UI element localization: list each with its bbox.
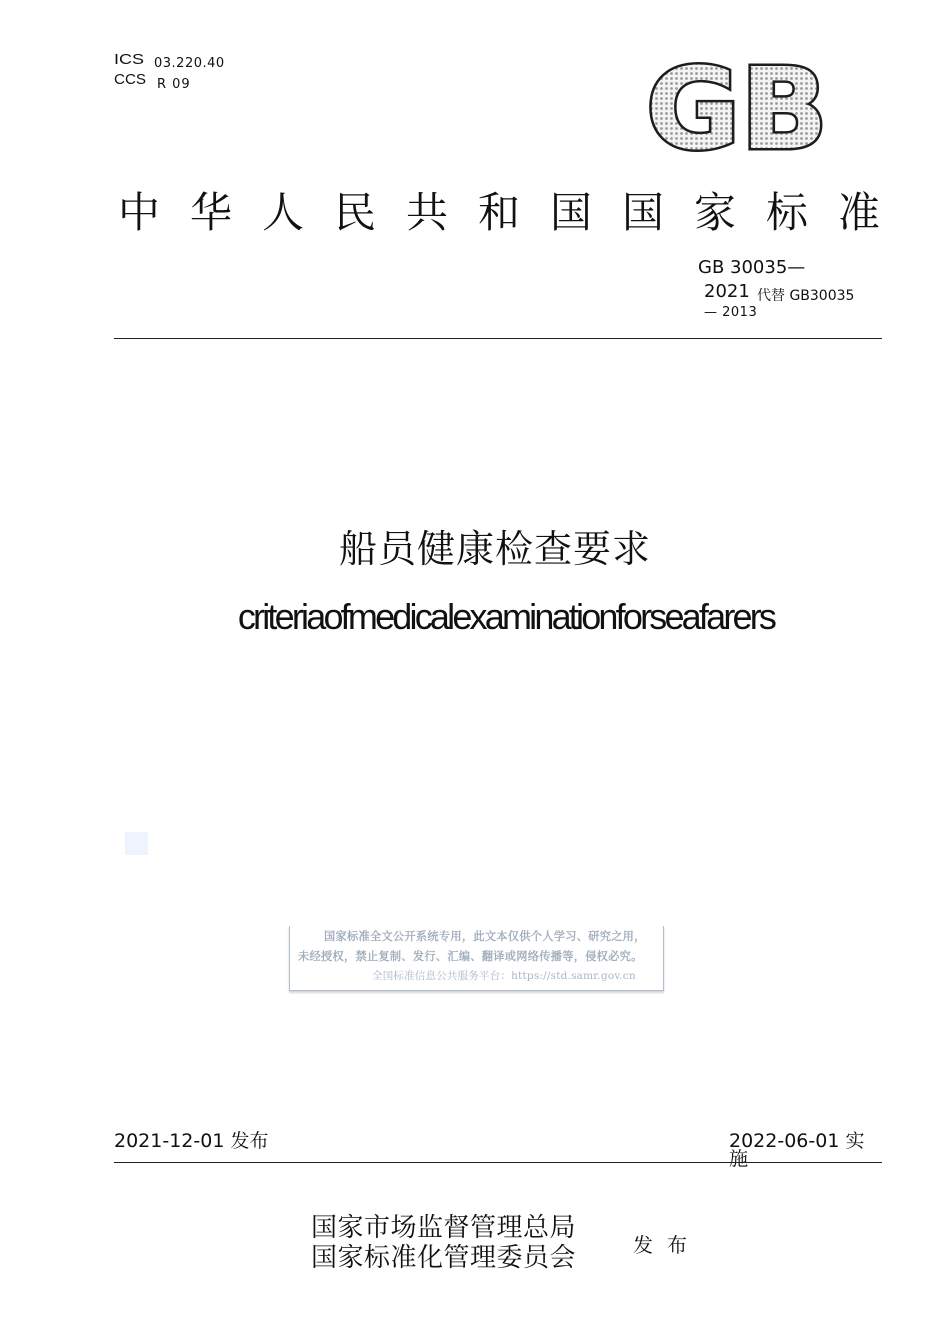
issue-date: 2021-12-01 发布 [114,1130,269,1152]
replaces-standard-year: — 2013 [704,305,758,320]
standard-title-chinese: 船员健康检查要求 [338,527,651,571]
gb-logo [644,56,832,154]
issuer-samr: 国家市场监督管理总局 [311,1213,577,1243]
notice-line-1: 国家标准全文公开系统专用，此文本仅供个人学习、研究之用， [324,929,646,943]
notice-line-3: 全国标准信息公共服务平台：https://std.samr.gov.cn [372,970,636,982]
ics-ccs-logo [114,44,150,90]
ics-label: ICS [114,51,144,68]
national-standard-title: 中华人民共和国国家标准 [118,188,911,237]
bottom-divider [114,1162,882,1163]
standard-year: 2021 [704,281,750,302]
ics-code: 03.220.40 [154,56,225,71]
notice-line-2: 未经授权，禁止复制、发行、汇编、翻译或网络传播等，侵权必究。 [298,949,643,963]
standard-title-english: criteriaofmedicalexaminationforseafarers [237,596,775,637]
issue-action: 发布 [633,1233,701,1257]
gb-logo-text: GB [646,56,828,154]
issuer-sac: 国家标准化管理委员会 [311,1243,577,1273]
ccs-label: CCS [114,71,146,88]
copyright-notice-box [289,926,664,991]
top-divider [114,338,882,339]
standard-number: GB 30035— [698,257,806,278]
implementation-date: 2022-06-01 实施 [729,1130,865,1170]
ccs-code: R 09 [157,77,191,92]
replaces-standard: 代替 GB30035 [757,288,855,304]
decorative-square [125,832,148,855]
